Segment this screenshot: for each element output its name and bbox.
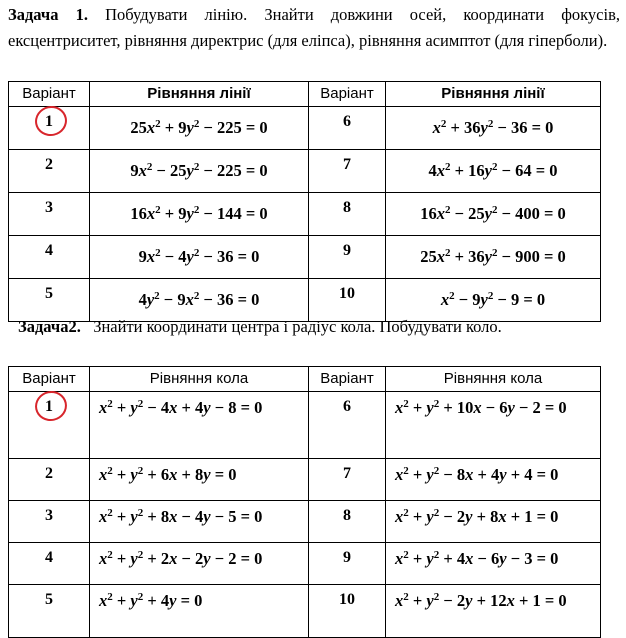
variant-number: 2 [9, 150, 90, 193]
table-row [9, 392, 601, 459]
table-row [9, 543, 601, 585]
line-equation: $x^2 - 9y^2 - 9 = 0$ [386, 279, 601, 322]
variant-number: 7 [309, 150, 386, 193]
variant-number: 8 [309, 193, 386, 236]
header-equation: Рівняння лінії [386, 82, 601, 107]
circle-equation: $x^2 + y^2 - 2y + 8x + 1 = 0$ [386, 501, 601, 543]
header-equation: Рівняння лінії [90, 82, 309, 107]
line-equation: $9x^2 - 25y^2 - 225 = 0$ [90, 150, 309, 193]
circle-equation: $x^2 + y^2 + 10x - 6y - 2 = 0$ [386, 392, 601, 459]
task2-table [8, 366, 601, 638]
table-row [9, 236, 601, 279]
header-variant: Варіант [309, 367, 386, 392]
task1-statement [8, 2, 620, 54]
variant-number: 6 [309, 392, 386, 459]
header-variant: Варіант [9, 367, 90, 392]
task1-table [8, 81, 601, 322]
variant-number: 4 [9, 236, 90, 279]
circle-equation: $x^2 + y^2 + 2x - 2y - 2 = 0$ [90, 543, 309, 585]
task2-title: Задача2. [18, 317, 81, 336]
task1-title: Задача 1. [8, 5, 88, 24]
variant-number: 4 [9, 543, 90, 585]
task2-text: Знайти координати центра і радіус кола. Побудувати коло. [80, 317, 502, 336]
table-header-row [9, 367, 601, 392]
circle-equation: $x^2 + y^2 + 4x - 6y - 3 = 0$ [386, 543, 601, 585]
header-variant: Варіант [309, 82, 386, 107]
variant-number: 10 [309, 279, 386, 322]
variant-number: 8 [309, 501, 386, 543]
variant-number: 9 [309, 543, 386, 585]
circle-equation: $x^2 + y^2 + 8x - 4y - 5 = 0$ [90, 501, 309, 543]
table-row [9, 150, 601, 193]
table-header-row [9, 82, 601, 107]
header-equation: Рівняння кола [386, 367, 601, 392]
circle-equation: $x^2 + y^2 - 4x + 4y - 8 = 0$ [90, 392, 309, 459]
variant-number: 10 [309, 585, 386, 638]
task2-statement [18, 316, 502, 338]
variant-number [9, 107, 90, 150]
table-row [9, 193, 601, 236]
line-equation: $25x^2 + 36y^2 - 900 = 0$ [386, 236, 601, 279]
table-row [9, 107, 601, 150]
variant-number: 5 [9, 279, 90, 322]
circle-equation: $x^2 + y^2 + 4y = 0$ [90, 585, 309, 638]
circle-equation: $x^2 + y^2 + 6x + 8y = 0$ [90, 459, 309, 501]
line-equation: $9x^2 - 4y^2 - 36 = 0$ [90, 236, 309, 279]
line-equation: $x^2 + 36y^2 - 36 = 0$ [386, 107, 601, 150]
table-row [9, 459, 601, 501]
circle-equation: $x^2 + y^2 - 8x + 4y + 4 = 0$ [386, 459, 601, 501]
line-equation: $4x^2 + 16y^2 - 64 = 0$ [386, 150, 601, 193]
table-row [9, 501, 601, 543]
variant-number: 3 [9, 193, 90, 236]
circle-equation: $x^2 + y^2 - 2y + 12x + 1 = 0$ [386, 585, 601, 638]
line-equation: $4y^2 - 9x^2 - 36 = 0$ [90, 279, 309, 322]
line-equation: $25x^2 + 9y^2 - 225 = 0$ [90, 107, 309, 150]
header-equation: Рівняння кола [90, 367, 309, 392]
line-equation: $16x^2 - 25y^2 - 400 = 0$ [386, 193, 601, 236]
line-equation: $16x^2 + 9y^2 - 144 = 0$ [90, 193, 309, 236]
variant-number: 3 [9, 501, 90, 543]
variant-number: 2 [9, 459, 90, 501]
variant-number-text: 1 [45, 113, 53, 130]
variant-number [9, 392, 90, 459]
variant-number: 5 [9, 585, 90, 638]
table-row [9, 585, 601, 638]
task1-text: Побудувати лінію. Знайти довжини осей, координати фокусів, ексцентриситет, рівняння директрис (для еліпса), рівняння асимптот (для гіперболи). [8, 5, 621, 50]
variant-number: 9 [309, 236, 386, 279]
variant-number: 7 [309, 459, 386, 501]
header-variant: Варіант [9, 82, 90, 107]
variant-number: 6 [309, 107, 386, 150]
variant-number-text: 1 [45, 398, 53, 415]
